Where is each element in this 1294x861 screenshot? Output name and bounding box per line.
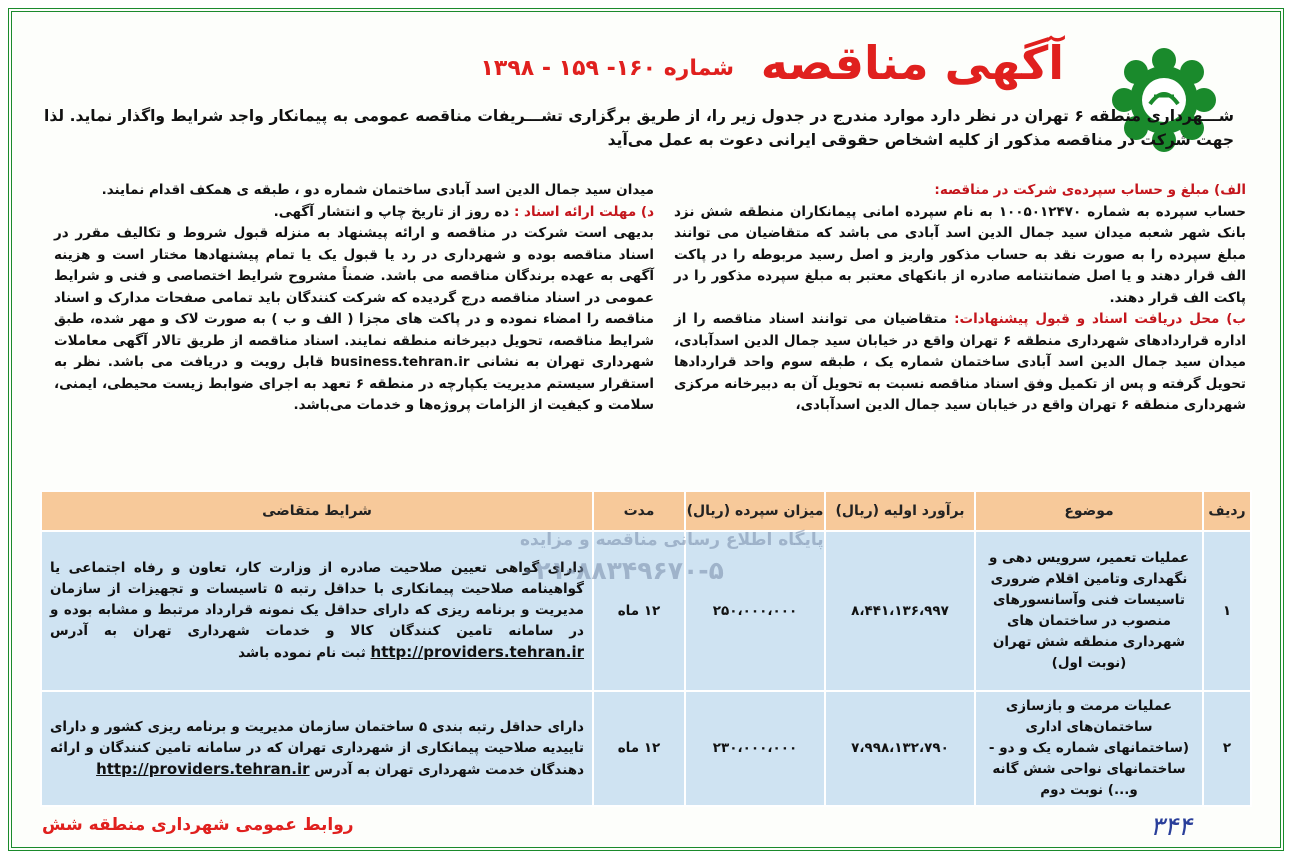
row-subject: عملیات تعمیر، سرویس دهی و نگهداری وتامین اقلام ضروری تاسیسات فنی وآسانسورهای منصوب در ساختمان های شهرداری منطقه شش تهران (نوبت اول) (975, 531, 1203, 691)
row-estimate: ۷،۹۹۸،۱۳۲،۷۹۰ (825, 691, 975, 806)
table-header-row (41, 491, 1251, 531)
watermark-phone: ۰۲۱-۸۸۳۴۹۶۷۰-۵ (520, 556, 724, 585)
row-duration: ۱۲ ماه (593, 691, 685, 806)
conditions-text: دارای حداقل رتبه بندی ۵ ساختمان سازمان مدیریت و برنامه ریزی کشور و دارای تاییدیه صلاحیت پیمانکاری از شهرداری تهران که در سامانه تامین کنندگان و ارائه دهندگان خدمت شهرداری تهران به آدرس (50, 718, 584, 778)
row-deposit: ۲۳۰،۰۰۰،۰۰۰ (685, 691, 825, 806)
section-b-body: متقاضیان می توانند اسناد مناقصه را از اداره قراردادهای شهرداری منطقه ۶ تهران واقع در خیابان سید جمال الدین اسدآبادی، میدان سید جمال الدین اسد آبادی ساختمان شماره یک ، طبقه سوم واحد قراردادها تحویل گرفته و پس از تکمیل وفق اسناد مناقصه نسبت به تحویل آن به دبیرخانه مرکزی شهرداری منطقه ۶ تهران واقع در خیابان سید جمال الدین اسدآبادی، (674, 311, 1246, 413)
section-b-continuation: میدان سید جمال الدین اسد آبادی ساختمان شماره دو ، طبقه ی همکف اقدام نمایند. (101, 182, 654, 198)
conditions-text: دارای گواهی تعیین صلاحیت صادره از وزارت کار، تعاون و رفاه اجتماعی یا گواهینامه صلاحیت پیمانکاری با حداقل رتبه ۵ تاسیسات و تجهیزات از سازمان مدیریت و برنامه ریزی که دارای حداقل یک نمونه قرارداد مرتبط و مشابه بوده و در سامانه تامین کنندگان کالا و خدمات شهرداری تهران به آدرس (50, 560, 585, 639)
table-row (41, 531, 1251, 691)
right-column (674, 180, 1246, 417)
row-subject: عملیات مرمت و بازسازی ساختمان‌های اداری (ساختمانهای شماره یک و دو - ساختمانهای نواحی شش گانه و...) نوبت دوم (975, 691, 1203, 806)
intro-text: شـــهرداری منطقه ۶ تهران در نظر دارد موارد مندرج در جدول زیر را، از طریق برگزاری تشـــریفات مناقصه عمومی به پیمانکار واجد شرایط واگذار نماید. لذا جهت شرکت در مناقصه مذکور از کلیه اشخاص حقوقی ایرانی دعوت به عمل می‌آید (44, 107, 1234, 149)
section-d-body: ده روز از تاریخ چاپ و انتشار آگهی. (273, 203, 510, 220)
providers-link[interactable]: http://providers.tehran.ir (96, 759, 310, 778)
conditions-end: ثبت نام نموده باشد (238, 645, 366, 661)
tender-number: شماره ۱۶۰- ۱۵۹ - ۱۳۹۸ (480, 56, 734, 81)
row-deposit: ۲۵۰،۰۰۰،۰۰۰ (685, 531, 825, 691)
row-duration: ۱۲ ماه (593, 531, 685, 691)
ad-title: آگهی مناقصه (760, 36, 1064, 90)
header-duration: مدت (593, 491, 685, 531)
general-terms: بدیهی است شرکت در مناقصه و ارائه پیشنهاد به منزله قبول شروط و تکالیف مقرر در اسناد مناقصه بوده و شهرداری در رد یا قبول یک یا تمام پیشنهادها مختار است و هزینه آگهی به عهده برندگان مناقصه می باشد. ضمناً مشروح شرایط اختصاصی و فنی و شرایط عمومی در اسناد مناقصه درج گردیده که شرکت کنندگان باید تمامی صفحات مدارک و اسناد مناقصه را امضاء نموده و در پاکت های مجزا ( الف و ب ) به صورت لاک و مهر شده، طبق شرایط مناقصه، تحویل دبیرخانه منطقه نمایند. اسناد مناقصه از طریق تالار آگهی معاملات شهرداری تهران به نشانی business.tehran.ir قابل رویت و دریافت می باشد. نظر به استقرار سیستم مدیریت یکپارچه در منطقه ۶ تعهد به اجرای ضوابط زیست محیطی، ایمنی، سلامت و کیفیت از الزامات پروژه‌ها و خدمات می‌باشد. (54, 225, 654, 413)
row-estimate: ۸،۴۴۱،۱۳۶،۹۹۷ (825, 531, 975, 691)
section-b-heading: ب) محل دریافت اسناد و قبول پیشنهادات: (954, 311, 1247, 327)
header-conditions: شرایط متقاضی (41, 491, 593, 531)
section-a-heading: الف) مبلغ و حساب سپرده‌ی شرکت در مناقصه: (934, 182, 1246, 198)
table-row (41, 691, 1251, 806)
header-subject: موضوع (975, 491, 1203, 531)
header-row-number: ردیف (1203, 491, 1251, 531)
header-estimate: برآورد اولیه (ریال) (825, 491, 975, 531)
watermark-text: پایگاه اطلاع رسانی مناقصه و مزایده (520, 530, 824, 550)
row-number: ۲ (1203, 691, 1251, 806)
footer-public-relations: روابط عمومی شهرداری منطقه شش (42, 815, 354, 835)
section-a-body: حساب سپرده به شماره ۱۰۰۵۰۱۲۴۷۰ به نام سپرده امانی پیمانکاران منطقه شش نزد بانک شهر شعبه میدان سید جمال الدین اسد آبادی می باشد که متقاضیان می توانند مبلغ سپرده را به صورت نقد به حساب مذکور واریز و اصل رسید مربوطه را در پاکت الف قرار دهند و یا اصل ضمانتنامه صادره از بانکهای معتبر به مبلغ سپرده مذکور را در پاکت الف قرار دهند. (674, 203, 1246, 306)
row-conditions (41, 691, 593, 806)
row-number: ۱ (1203, 531, 1251, 691)
section-d-heading: د) مهلت ارائه اسناد : (513, 203, 654, 220)
left-column (54, 180, 654, 417)
providers-link[interactable]: http://providers.tehran.ir (370, 643, 584, 661)
handwritten-note: ۳۴۴ (1150, 812, 1192, 842)
header-deposit: میزان سپرده (ریال) (685, 491, 825, 531)
row-conditions (41, 531, 593, 691)
